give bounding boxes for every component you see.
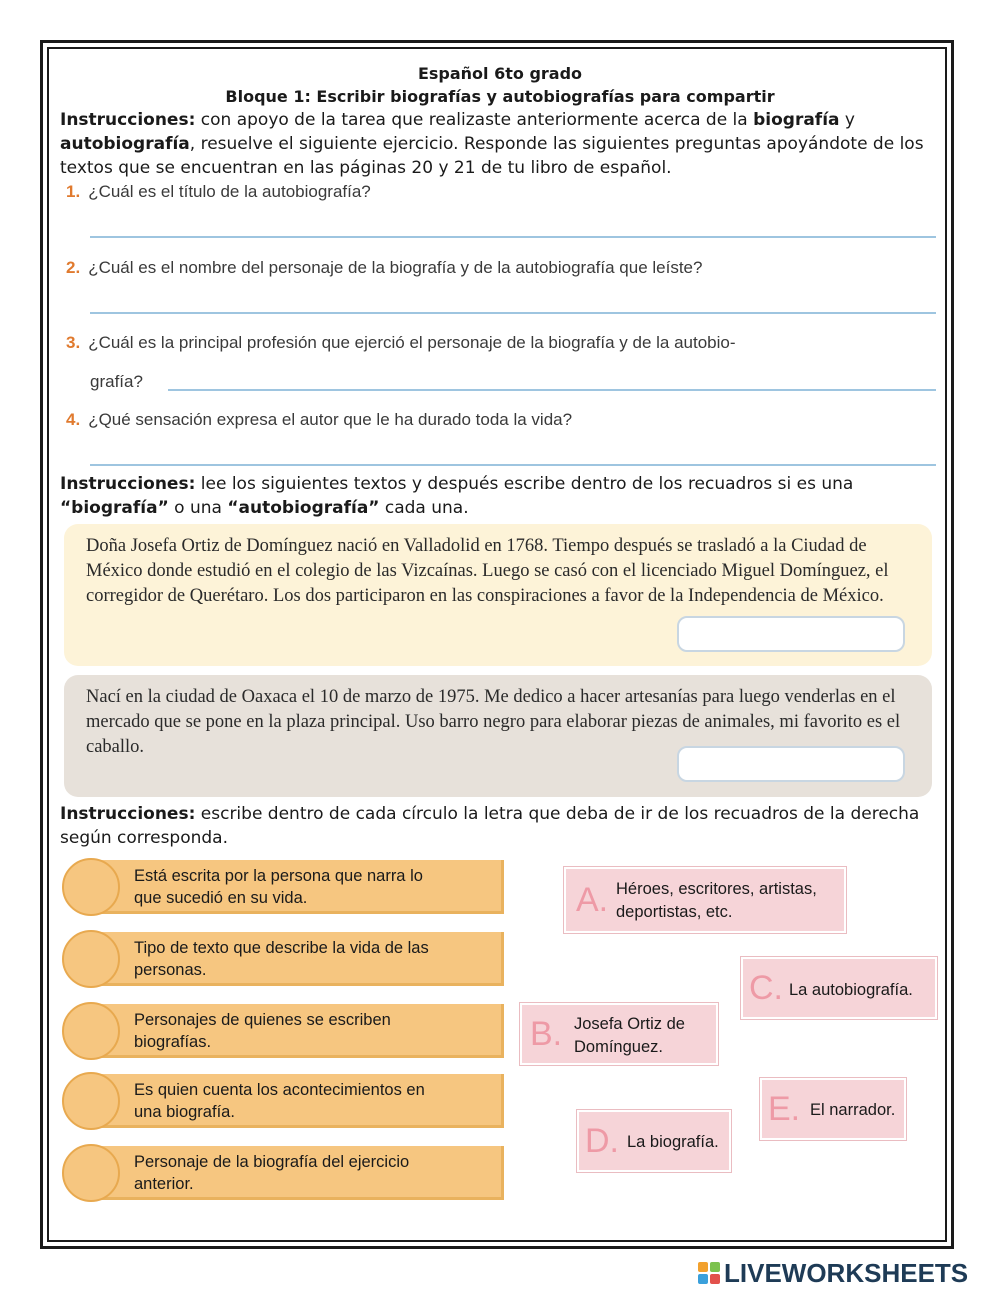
question-4: 4. ¿Qué sensación expresa el autor que le ha durado toda la vida?: [66, 410, 573, 429]
instructions-1: Instrucciones: con apoyo de la tarea que realizaste anteriormente acerca de la biografía y autobiografía, resuelve el siguiente ejercicio. Responde las siguientes preguntas apoyándote de los textos que se encuentran en las páginas 20 y 21 de tu libro de español.: [60, 110, 924, 178]
option-card-b: [520, 1003, 718, 1065]
option-card-c: [741, 957, 937, 1019]
answer-line-3[interactable]: [168, 389, 936, 391]
question-3-cont: grafía?: [90, 372, 143, 391]
option-text: La biografía.: [627, 1133, 719, 1151]
option-text: La autobiografía.: [789, 981, 913, 999]
instructions-2: Instrucciones: lee los siguientes textos y después escribe dentro de los recuadros si es una “biografía” o una “autobiografía” cada una.: [60, 474, 854, 518]
option-card-d: [577, 1110, 731, 1172]
answer-circle-1[interactable]: [62, 858, 120, 916]
question-2: 2. ¿Cuál es el nombre del personaje de la biografía y de la autobiografía que leíste?: [66, 258, 703, 277]
definition-text: Es quien cuenta los acontecimientos en una biografía.: [134, 1081, 425, 1121]
definition-text: Personaje de la biografía del ejercicio anterior.: [134, 1153, 410, 1193]
answer-line-4[interactable]: [90, 464, 936, 466]
option-letter: E.: [768, 1090, 801, 1128]
option-text: Héroes, escritores, artistas, deportistas, etc.: [616, 880, 817, 921]
option-card-a: [564, 867, 846, 933]
option-letter: A.: [576, 881, 609, 919]
option-text: Josefa Ortiz de Domínguez.: [574, 1015, 685, 1056]
answer-box-1[interactable]: [677, 616, 905, 652]
page-subtitle: Bloque 1: Escribir biografías y autobiografías para compartir: [225, 87, 775, 106]
definition-text: Está escrita por la persona que narra lo que sucedió en su vida.: [134, 867, 423, 907]
text-2: Nací en la ciudad de Oaxaca el 10 de marzo de 1975. Me dedico a hacer artesanías para luego venderlas en el mercado que se pone en la plaza principal. Uso barro negro para elaborar piezas de animales, mi favorito es el caballo.: [86, 687, 901, 757]
question-3: 3. ¿Cuál es la principal profesión que ejerció el personaje de la biografía y de la autobio-: [66, 333, 736, 352]
answer-line-2[interactable]: [90, 312, 936, 314]
liveworksheets-logo-icon: [698, 1262, 720, 1284]
liveworksheets-brand[interactable]: LIVEWORKSHEETS: [724, 1258, 969, 1288]
answer-circle-4[interactable]: [62, 1072, 120, 1130]
option-letter: D.: [585, 1122, 619, 1160]
definition-text: Tipo de texto que describe la vida de las personas.: [134, 939, 429, 979]
text-1: Doña Josefa Ortiz de Domínguez nació en Valladolid en 1768. Tiempo después se trasladó a la Ciudad de México donde estudió en el colegio de las Vizcaínas. Luego se casó con el licenciado Miguel Domínguez, el corregidor de Querétaro. Los dos participaron en las conspiraciones a favor de la Independencia de México.: [86, 536, 889, 606]
option-text: El narrador.: [810, 1101, 896, 1119]
answer-line-1[interactable]: [90, 236, 936, 238]
definition-text: Personajes de quienes se escriben biografías.: [134, 1011, 391, 1051]
option-letter: C.: [749, 969, 783, 1007]
answer-circle-3[interactable]: [62, 1002, 120, 1060]
option-card-e: [760, 1078, 906, 1140]
answer-circle-5[interactable]: [62, 1144, 120, 1202]
page-title: Español 6to grado: [417, 64, 583, 83]
answer-circle-2[interactable]: [62, 930, 120, 988]
option-letter: B.: [530, 1015, 563, 1053]
instructions-3: Instrucciones: escribe dentro de cada círculo la letra que deba de ir de los recuadros de la derecha según corresponda.: [60, 804, 920, 848]
question-1: 1. ¿Cuál es el título de la autobiografía?: [66, 182, 371, 201]
answer-box-2[interactable]: [677, 746, 905, 782]
